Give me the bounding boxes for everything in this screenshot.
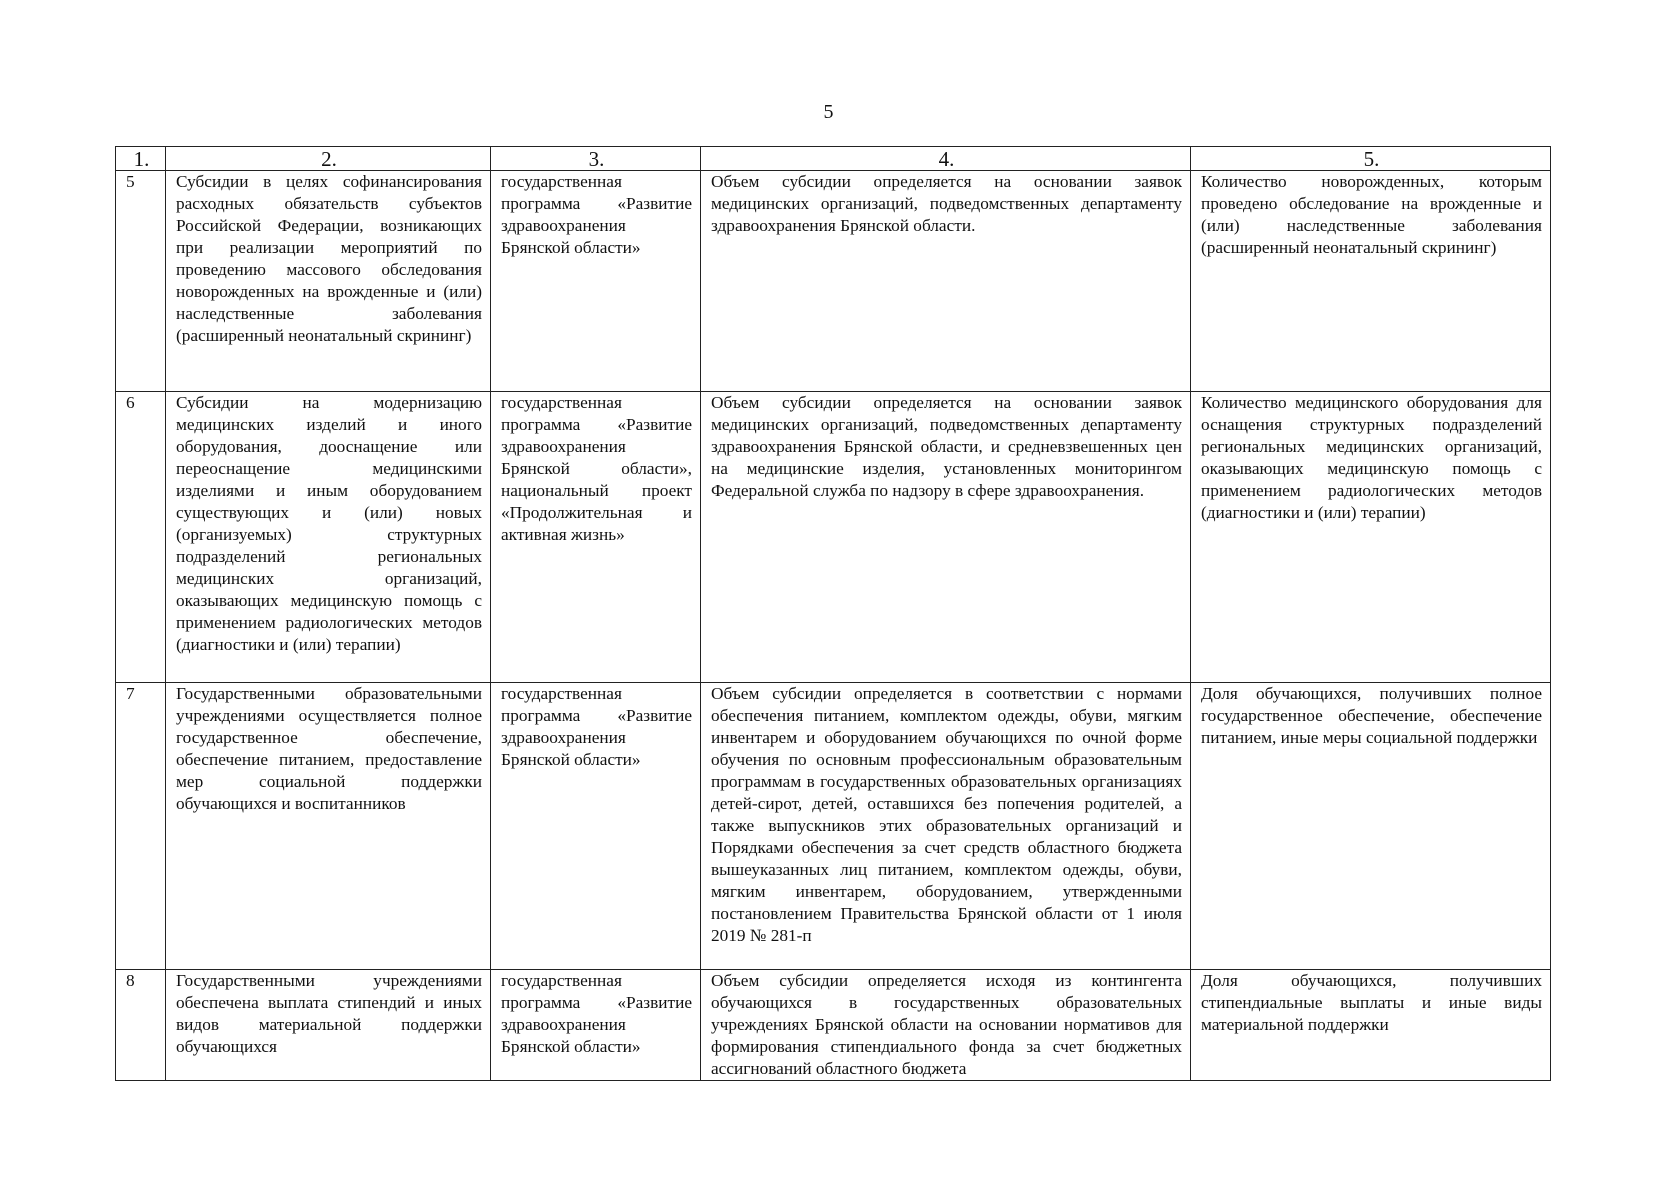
indicator-cell: Количество медицинского оборудования для оснащения структурных подразделений региональных медицинских организаций, оказывающих медицинскую помощь с применением радиологических методов (диагностики и (или) терапии) xyxy=(1191,392,1551,683)
page-number: 5 xyxy=(823,101,834,123)
indicator-cell: Доля обучающихся, получивших стипендиальные выплаты и иные виды материальной поддержки xyxy=(1191,970,1551,1081)
table-row xyxy=(116,683,1551,970)
indicator-cell: Количество новорожденных, которым проведено обследование на врожденные и (или) наследственные заболевания (расширенный неонатальный скрининг) xyxy=(1191,171,1551,392)
program-cell: государственная программа «Развитие здравоохранения Брянской области», национальный проект «Продолжительная и активная жизнь» xyxy=(491,392,701,683)
table-row xyxy=(116,970,1551,1081)
calculation-method-cell: Объем субсидии определяется в соответствии с нормами обеспечения питанием, комплектом одежды, обуви, мягким инвентарем и оборудованием обучающихся по очной форме обучения по основным профессиональным образовательным программам в государственных образовательных организациях детей-сирот, детей, оставшихся без попечения родителей, а также выпускников этих образовательных организаций и Порядками обеспечения за счет средств областного бюджета вышеуказанных лиц питанием, комплектом одежды, обуви, мягким инвентарем, оборудованием, утвержденными постановлением Правительства Брянской области от 1 июля 2019 № 281-п xyxy=(701,683,1191,970)
subsidy-name-cell: Государственными образовательными учреждениями осуществляется полное государственное обеспечение, обеспечение питанием, предоставление мер социальной поддержки обучающихся и воспитанников xyxy=(166,683,491,970)
program-cell: государственная программа «Развитие здравоохранения Брянской области» xyxy=(491,970,701,1081)
program-cell: государственная программа «Развитие здравоохранения Брянской области» xyxy=(491,171,701,392)
subsidy-name-cell: Субсидии в целях софинансирования расходных обязательств субъектов Российской Федерации, возникающих при реализации мероприятий по проведению массового обследования новорожденных на врожденные и (или) наследственные заболевания (расширенный неонатальный скрининг) xyxy=(166,171,491,392)
program-cell: государственная программа «Развитие здравоохранения Брянской области» xyxy=(491,683,701,970)
subsidy-name-cell: Государственными учреждениями обеспечена выплата стипендий и иных видов материальной поддержки обучающихся xyxy=(166,970,491,1081)
calculation-method-cell: Объем субсидии определяется на основании заявок медицинских организаций, подведомственных департаменту здравоохранения Брянской области, и средневзвешенных цен на медицинские изделия, установленных мониторингом Федеральной служба по надзору в сфере здравоохранения. xyxy=(701,392,1191,683)
table-row xyxy=(116,171,1551,392)
calculation-method-cell: Объем субсидии определяется на основании заявок медицинских организаций, подведомственных департаменту здравоохранения Брянской области. xyxy=(701,171,1191,392)
column-header-3: 3. xyxy=(491,147,701,171)
row-number: 8 xyxy=(116,970,166,1081)
table-row xyxy=(116,392,1551,683)
column-header-1: 1. xyxy=(116,147,166,171)
column-header-2: 2. xyxy=(166,147,491,171)
calculation-method-cell: Объем субсидии определяется исходя из контингента обучающихся в государственных образовательных учреждениях Брянской области на основании нормативов для формирования стипендиального фонда за счет бюджетных ассигнований областного бюджета xyxy=(701,970,1191,1081)
subsidy-table xyxy=(115,146,1551,1081)
subsidy-name-cell: Субсидии на модернизацию медицинских изделий и иного оборудования, дооснащение или переоснащение медицинскими изделиями и иным оборудованием существующих и (или) новых (организуемых) структурных подразделений региональных медицинских организаций, оказывающих медицинскую помощь с применением радиологических методов (диагностики и (или) терапии) xyxy=(166,392,491,683)
row-number: 7 xyxy=(116,683,166,970)
column-header-5: 5. xyxy=(1191,147,1551,171)
row-number: 6 xyxy=(116,392,166,683)
column-header-4: 4. xyxy=(701,147,1191,171)
row-number: 5 xyxy=(116,171,166,392)
indicator-cell: Доля обучающихся, получивших полное государственное обеспечение, обеспечение питанием, иные меры социальной поддержки xyxy=(1191,683,1551,970)
table-header-row xyxy=(116,147,1551,171)
